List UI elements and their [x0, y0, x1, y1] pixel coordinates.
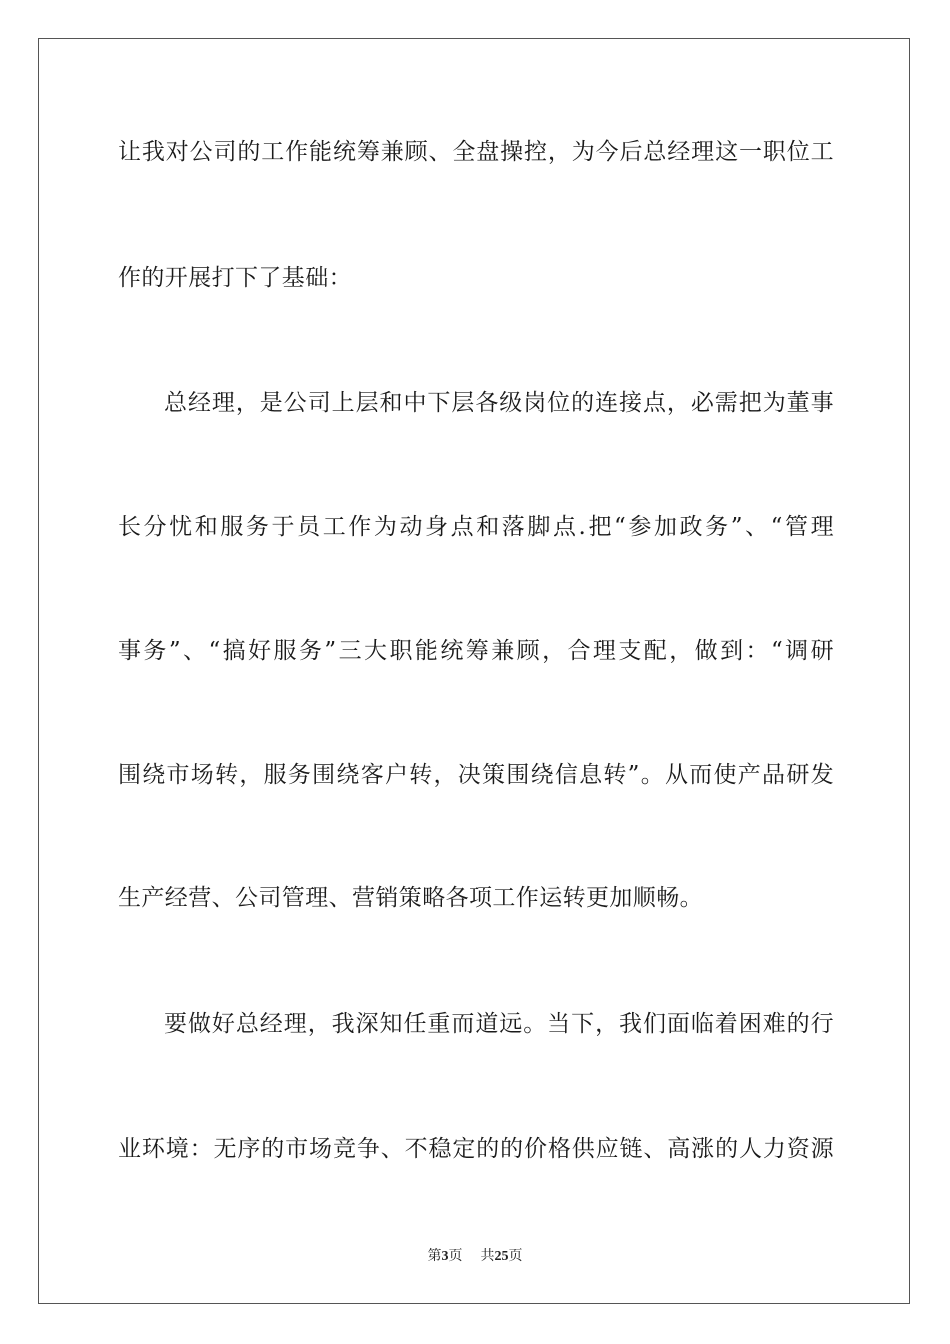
page-number	[428, 1248, 463, 1264]
page-total	[481, 1248, 523, 1264]
total-unit: 页	[508, 1248, 523, 1264]
page-unit: 页	[448, 1248, 463, 1264]
page-footer	[0, 1246, 950, 1267]
paragraph-line-4: 长分忧和服务于员工作为动身点和落脚点.把“参加政务”、“管理	[118, 514, 834, 540]
paragraph-line-2: 作的开展打下了基础：	[118, 265, 352, 291]
paragraph-line-1: 让我对公司的工作能统筹兼顾、全盘操控，为今后总经理这一职位工	[118, 139, 834, 165]
page-current: 3	[441, 1249, 449, 1264]
paragraph-line-6: 围绕市场转，服务围绕客户转，决策围绕信息转”。从而使产品研发	[118, 762, 834, 788]
paragraph-line-3: 总经理，是公司上层和中下层各级岗位的连接点，必需把为董事	[164, 390, 834, 416]
paragraph-line-7: 生产经营、公司管理、营销策略各项工作运转更加顺畅。	[118, 885, 703, 911]
page-border	[38, 38, 910, 1304]
page-total-number: 25	[494, 1249, 509, 1264]
paragraph-line-5: 事务”、“搞好服务”三大职能统筹兼顾，合理支配，做到：“调研	[118, 638, 834, 664]
paragraph-line-9: 业环境：无序的市场竞争、不稳定的的价格供应链、高涨的人力资源	[118, 1136, 834, 1162]
paragraph-line-8: 要做好总经理，我深知任重而道远。当下，我们面临着困难的行	[164, 1011, 834, 1037]
total-prefix: 共	[480, 1248, 495, 1264]
page-prefix: 第	[427, 1248, 442, 1264]
